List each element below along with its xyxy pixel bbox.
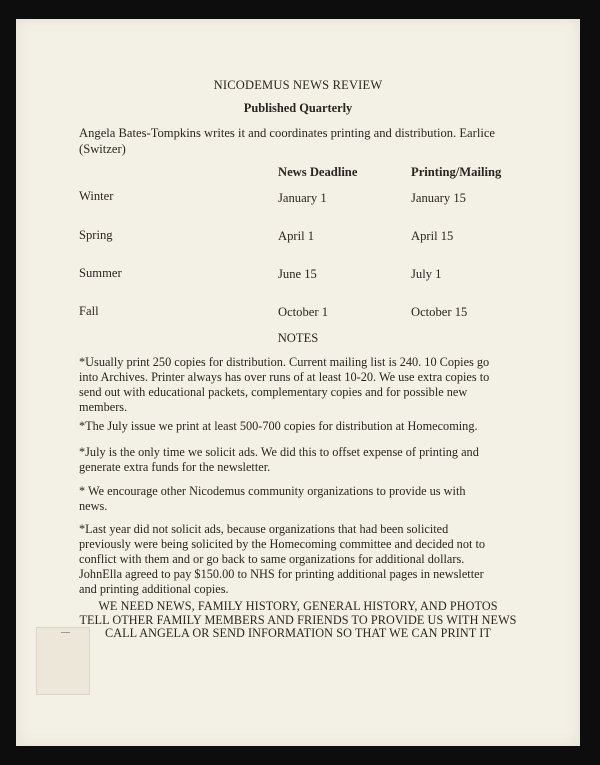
document-title: NICODEMUS NEWS REVIEW xyxy=(213,78,383,92)
pencil-mark xyxy=(61,632,70,633)
document-page xyxy=(16,19,580,746)
note-line: *Last year did not solicit ads, because organizations that had been solicited xyxy=(79,522,449,536)
note-line: send out with educational packets, complementary copies and for possible new xyxy=(79,384,468,399)
column-header-news-deadline: News Deadline xyxy=(278,165,358,179)
note-line: *July is the only time we solicit ads. We did this to offset expense of printing and xyxy=(79,445,479,459)
note-paragraph xyxy=(79,419,519,434)
closing-line: WE NEED NEWS, FAMILY HISTORY, GENERAL HISTORY, AND PHOTOS xyxy=(98,599,498,613)
note-line: previously were being solicited by the Homecoming committee and decided not to xyxy=(79,536,486,551)
schedule-printing: January 15 xyxy=(411,191,466,205)
closing-message xyxy=(16,600,580,641)
schedule-season: Summer xyxy=(79,266,122,280)
document-subtitle: Published Quarterly xyxy=(243,101,353,115)
note-line: * We encourage other Nicodemus community organizations to provide us with xyxy=(79,484,466,498)
schedule-season: Fall xyxy=(79,304,99,318)
column-header-printing-mailing: Printing/Mailing xyxy=(411,165,502,179)
note-paragraph xyxy=(79,484,519,514)
closing-line: TELL OTHER FAMILY MEMBERS AND FRIENDS TO PROVIDE US WITH NEWS xyxy=(79,612,517,627)
schedule-deadline: October 1 xyxy=(278,305,329,319)
paper-stain xyxy=(36,627,90,695)
note-line: JohnElla agreed to pay $150.00 to NHS for printing additional pages in newsletter xyxy=(79,566,484,581)
schedule-deadline: June 15 xyxy=(278,267,317,281)
note-paragraph xyxy=(79,445,519,475)
note-line: news. xyxy=(79,498,108,513)
schedule-season: Winter xyxy=(79,189,114,203)
note-line: and printing additional copies. xyxy=(79,581,229,596)
note-line: *Usually print 250 copies for distribution. Current mailing list is 240. 10 Copies go xyxy=(79,355,490,369)
note-paragraph xyxy=(79,522,519,597)
note-line: into Archives. Printer always has over runs of at least 10-20. We use extra copies to xyxy=(79,369,490,384)
schedule-deadline: January 1 xyxy=(278,191,327,205)
closing-line: CALL ANGELA OR SEND INFORMATION SO THAT WE CAN PRINT IT xyxy=(104,626,492,641)
note-line: generate extra funds for the newsletter. xyxy=(79,459,271,474)
note-line: members. xyxy=(79,399,128,414)
note-paragraph xyxy=(79,355,519,415)
notes-heading: NOTES xyxy=(277,331,319,345)
schedule-deadline: April 1 xyxy=(278,229,315,243)
schedule-season: Spring xyxy=(79,228,113,242)
note-line: conflict with them and or go back to same organizations for additional dollars. xyxy=(79,551,465,566)
intro-paragraph: Angela Bates-Tompkins writes it and coordinates printing and distribution. Earlice (Switzer) xyxy=(79,126,496,156)
note-line: *The July issue we print at least 500-700 copies for distribution at Homecoming. xyxy=(79,419,478,433)
schedule-printing: July 1 xyxy=(411,267,442,281)
schedule-printing: October 15 xyxy=(411,305,468,319)
schedule-printing: April 15 xyxy=(411,229,454,243)
